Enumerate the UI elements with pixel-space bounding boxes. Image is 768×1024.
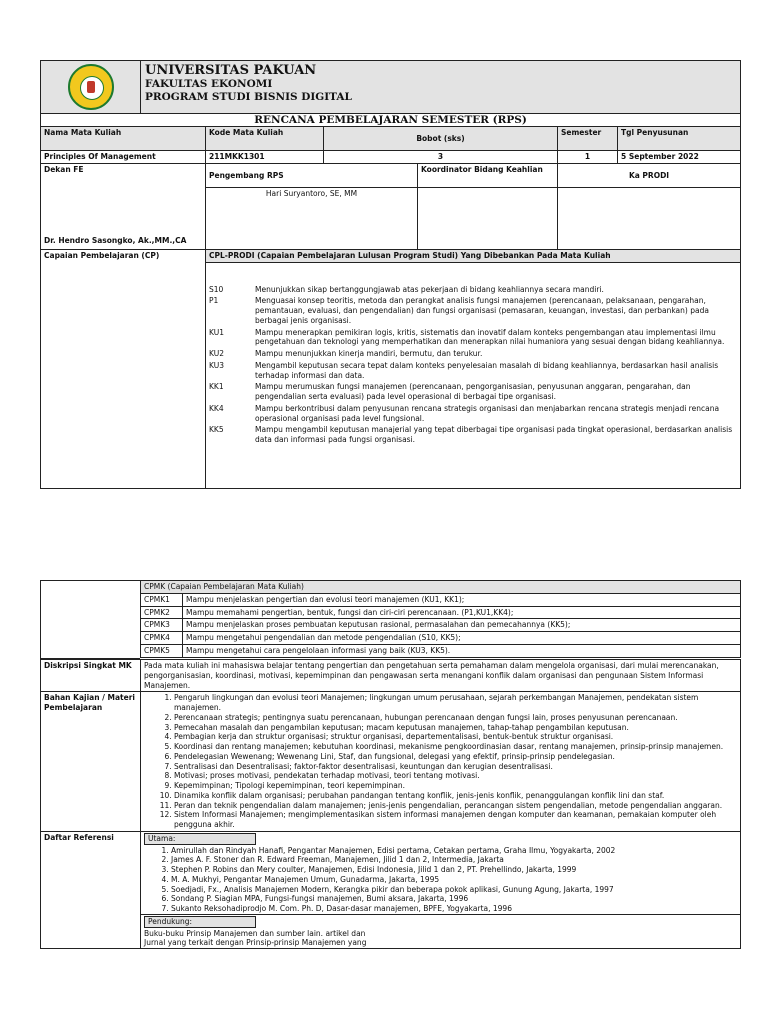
bahan-item: 7. Sentralisasi dan Desentralisasi; faktor-faktor desentralisasi, keuntungan dan kerugian desentralisasi.	[174, 762, 737, 772]
institution-names	[141, 61, 356, 113]
cpmk-row	[141, 593, 741, 606]
bahan-list	[144, 693, 737, 830]
referensi-item: 2. James A. F. Stoner dan R. Edward Freeman, Manajemen, Jilid 1 dan 2, Intermedia, Jakarta	[171, 855, 740, 865]
cp-item	[209, 285, 737, 295]
deskripsi-text: Pada mata kuliah ini mahasiswa belajar tentang pengertian dan pengetahuan serta pemahaman dalam mengelola organisasi, dari mulai merencanakan, pengorganisasian, koordinasi, motivasi, kepemimpinan dan pengawasan serta menangani konflik dalam organisasi dan pengunaan Sistem Informasi Manajemen.	[141, 660, 741, 692]
cp-item-code: KU2	[209, 349, 224, 358]
cpmk-code: CPMK5	[141, 644, 183, 657]
cp-item	[209, 425, 737, 445]
cp-item-code: KK5	[209, 425, 224, 435]
referensi-item: 7. Sukanto Reksohadiprodjo M. Com. Ph. D, Dasar-dasar manajemen, BPFE, Yogyakarta, 1996	[171, 904, 740, 914]
bahan-item: 11. Peran dan teknik pengendalian dalam manajemen; jenis-jenis pengendalian, perancangan sistem pengendalian, metode pengendalian anggaran.	[174, 801, 737, 811]
cp-item-text: Menguasai konsep teoritis, metoda dan perangkat analisis fungsi manajemen (perencanaan, pelaksanaan, pengarahan, pemantauan, evaluasi, dan pengendalian) dan fungsi organisasi (pemasaran, keuangan, investasi, dan perbankan) pada berbagai jenis organisasi.	[255, 296, 709, 325]
cp-label: Capaian Pembelajaran (CP)	[41, 249, 206, 488]
cp-item-code: KK1	[209, 382, 224, 392]
cp-item-code: P1	[209, 296, 219, 306]
dean-name: Dr. Hendro Sasongko, Ak.,MM.,CA	[44, 236, 187, 245]
cp-list	[206, 262, 741, 488]
semester-label: Semester	[558, 127, 618, 151]
cp-item-text: Mampu menunjukkan kinerja mandiri, bermutu, dan terukur.	[255, 349, 483, 358]
bahan-item: 5. Koordinasi dan rentang manajemen; kebutuhan koordinasi, mekanisme pengkoordinasian dasar, rentang manajemen, prinsip-prinsip manajemen.	[174, 742, 737, 752]
course-name-value: Principles Of Management	[41, 151, 206, 164]
cp-item	[209, 296, 737, 325]
bahan-item: 10. Dinamika konflik dalam organisasi; perubahan pandangan tentang konflik, jenis-jenis konflik, penanggulangan konflik lini dan staf.	[174, 791, 737, 801]
cpmk-text: Mampu mengetahui pengendalian dan metode pengendalian (S10, KK5);	[183, 632, 741, 645]
cpmk-text: Mampu mengetahui cara pengelolaan informasi yang baik (KU3, KK5).	[183, 644, 741, 657]
semester-value: 1	[558, 151, 618, 164]
cp-heading: CPL-PRODI (Capaian Pembelajaran Lulusan Program Studi) Yang Dibebankan Pada Mata Kuliah	[206, 249, 741, 262]
developer-name: Hari Suryantoro, SE, MM	[206, 188, 418, 249]
cp-item	[209, 361, 737, 381]
credit-label: Bobot (sks)	[324, 127, 558, 151]
coordinator-signature	[418, 188, 558, 249]
program-name: PROGRAM STUDI BISNIS DIGITAL	[145, 90, 352, 103]
document-title: RENCANA PEMBELAJARAN SEMESTER (RPS)	[41, 114, 741, 127]
cp-item	[209, 404, 737, 424]
dean-cell	[41, 163, 206, 249]
cpmk-code: CPMK1	[141, 593, 183, 606]
bahan-item: 3. Pemecahan masalah dan pengambilan keputusan; macam keputusan manajemen, tahap-tahap pengambilan keputusan.	[174, 723, 737, 733]
cp-item-code: S10	[209, 284, 224, 294]
cpmk-code: CPMK2	[141, 606, 183, 619]
date-value: 5 September 2022	[618, 151, 741, 164]
date-label: Tgl Penyusunan	[618, 127, 741, 151]
utama-list	[141, 846, 740, 914]
university-seal-icon	[68, 64, 114, 110]
cpmk-left-blank	[40, 580, 140, 659]
cpmk-heading: CPMK (Capaian Pembelajaran Mata Kuliah)	[141, 581, 741, 594]
cp-item-text: Mengambil keputusan secara tepat dalam konteks penyelesaian masalah di bidang keahliannya, berdasarkan hasil analisis terhadap informasi dan data.	[255, 360, 719, 380]
cp-item-code: KU3	[209, 360, 224, 370]
cp-item-code: KK4	[209, 403, 224, 413]
cp-item	[209, 349, 737, 359]
cpmk-row	[141, 644, 741, 657]
cpmk-text: Mampu memahami pengertian, bentuk, fungsi dan ciri-ciri perencanaan. (P1,KU1,KK4);	[183, 606, 741, 619]
coordinator-label: Koordinator Bidang Keahlian	[418, 163, 558, 188]
referensi-item: 5. Soedjadi, Fx., Analisis Manajemen Modern, Kerangka pikir dan beberapa pokok aplikasi, Gunung Agung, Jakarta, 1997	[171, 885, 740, 895]
referensi-item: 1. Amirullah dan Rindyah Hanafi, Pengantar Manajemen, Edisi pertama, Cetakan pertama, Graha Ilmu, Yogyakarta, 2002	[171, 846, 740, 856]
cp-item-text: Mampu berkontribusi dalam penyusunan rencana strategis organisasi dan menjabarkan rencana strategis menjadi rencana operasional organisasi pada level fungsional.	[255, 403, 720, 423]
bahan-item: 4. Pembagian kerja dan struktur organisasi; struktur organisasi, departementalisasi, bentuk-bentuk struktur organisasi.	[174, 732, 737, 742]
bahan-item: 9. Kepemimpinan; Tipologi kepemimpinan, teori kepemimpinan.	[174, 781, 737, 791]
course-name-label: Nama Mata Kuliah	[41, 127, 206, 151]
referensi-item: 3. Stephen P. Robins dan Mery coulter, Manajemen, Edisi Indonesia, Jilid 1 dan 2, PT. Prehellindo, Jakarta, 1999	[171, 865, 740, 875]
rps-content-table	[40, 659, 741, 949]
cpmk-code: CPMK4	[141, 632, 183, 645]
course-code-value: 211MKK1301	[206, 151, 324, 164]
cp-item-text: Mampu menerapkan pemikiran logis, kritis, sistematis dan inovatif dalam konteks pengembangan atau implementasi ilmu pengetahuan dan teknologi yang memperhatikan dan menerapkan nilai humaniora yang sesuai dengan bidang keahliannya.	[255, 327, 725, 347]
course-code-label: Kode Mata Kuliah	[206, 127, 324, 151]
rps-detail-table	[140, 580, 741, 658]
cpmk-text: Mampu menjelaskan proses pembuatan keputusan rasional, permasalahan dan pemecahannya (KK5);	[183, 619, 741, 632]
university-name: UNIVERSITAS PAKUAN	[145, 63, 317, 78]
rps-header-table	[40, 60, 741, 489]
bahan-item: 6. Pendelegasian Wewenang; Wewenang Lini, Staf, dan fungsional, delegasi yang efektif, prinsip-prinsip pendelegasian.	[174, 752, 737, 762]
cpmk-row	[141, 619, 741, 632]
cpmk-text: Mampu menjelaskan pengertian dan evolusi teori manajemen (KU1, KK1);	[183, 593, 741, 606]
pendukung-line-1: Buku-buku Prinsip Manajemen dan sumber lain. artikel dan	[144, 928, 366, 938]
cpmk-row	[141, 606, 741, 619]
bahan-item: 12. Sistem Informasi Manajemen; mengimplementasikan sistem informasi manajemen dengan komputer dan keamanan, pemakaian komputer oleh pengguna akhir.	[174, 810, 737, 830]
referensi-label: Daftar Referensi	[41, 831, 141, 948]
head-label: Ka PRODI	[558, 163, 741, 188]
rps-page-1	[40, 60, 740, 489]
bahan-item: 1. Pengaruh lingkungan dan evolusi teori Manajemen; lingkungan umum perusahaan, sejarah perkembangan Manajemen, pendekatan sistem manajemen.	[174, 693, 737, 713]
referensi-item: 6. Sondang P. Siagian MPA, Fungsi-fungsi manajemen, Bumi aksara, Jakarta, 1996	[171, 894, 740, 904]
utama-label: Utama:	[144, 833, 256, 845]
head-signature	[558, 188, 741, 249]
cp-item	[209, 328, 737, 348]
institution-header	[41, 61, 741, 114]
referensi-item: 4. M. A. Mukhyi, Pengantar Manajemen Umum, Gunadarma, Jakarta, 1995	[171, 875, 740, 885]
bahan-label: Bahan Kajian / Materi Pembelajaran	[41, 692, 141, 832]
developer-label: Pengembang RPS	[206, 163, 418, 188]
cp-item-code: KU1	[209, 327, 224, 337]
cp-item-text: Menunjukkan sikap bertanggungjawab atas pekerjaan di bidang keahliannya secara mandiri.	[255, 284, 604, 294]
bahan-item: 8. Motivasi; proses motivasi, pendekatan terhadap motivasi, teori tentang motivasi.	[174, 771, 737, 781]
cpmk-code: CPMK3	[141, 619, 183, 632]
cp-item-text: Mampu merumuskan fungsi manajemen (perencanaan, pengorganisasian, penyusunan anggaran, pengarahan, dan pengendalian serta evaluasi) pada level operasional di berbagai tipe organisasi.	[255, 382, 691, 401]
dean-label: Dekan FE	[44, 164, 84, 174]
cp-item-text: Mampu mengambil keputusan manajerial yang tepat diberbagai tipe organisasi pada tingkat operasional, berdasarkan analisis data dan informasi pada fungsi organisasi.	[255, 425, 733, 444]
faculty-name: FAKULTAS EKONOMI	[145, 78, 273, 90]
cp-item	[209, 382, 737, 402]
referensi-cell	[141, 831, 741, 948]
pendukung-label: Pendukung:	[144, 916, 256, 928]
cpmk-row	[141, 632, 741, 645]
bahan-item: 2. Perencanaan strategis; pentingnya suatu perencanaan, hubungan perencanaan dengan fungsi lain, proses penyusunan perencanaan.	[174, 713, 737, 723]
credit-value: 3	[324, 151, 558, 164]
deskripsi-label: Diskripsi Singkat MK	[41, 660, 141, 692]
bahan-cell	[141, 692, 741, 832]
pendukung-line-2: Jurnal yang terkait dengan Prinsip-prinsip Manajemen yang	[144, 938, 367, 948]
university-logo	[41, 61, 141, 113]
